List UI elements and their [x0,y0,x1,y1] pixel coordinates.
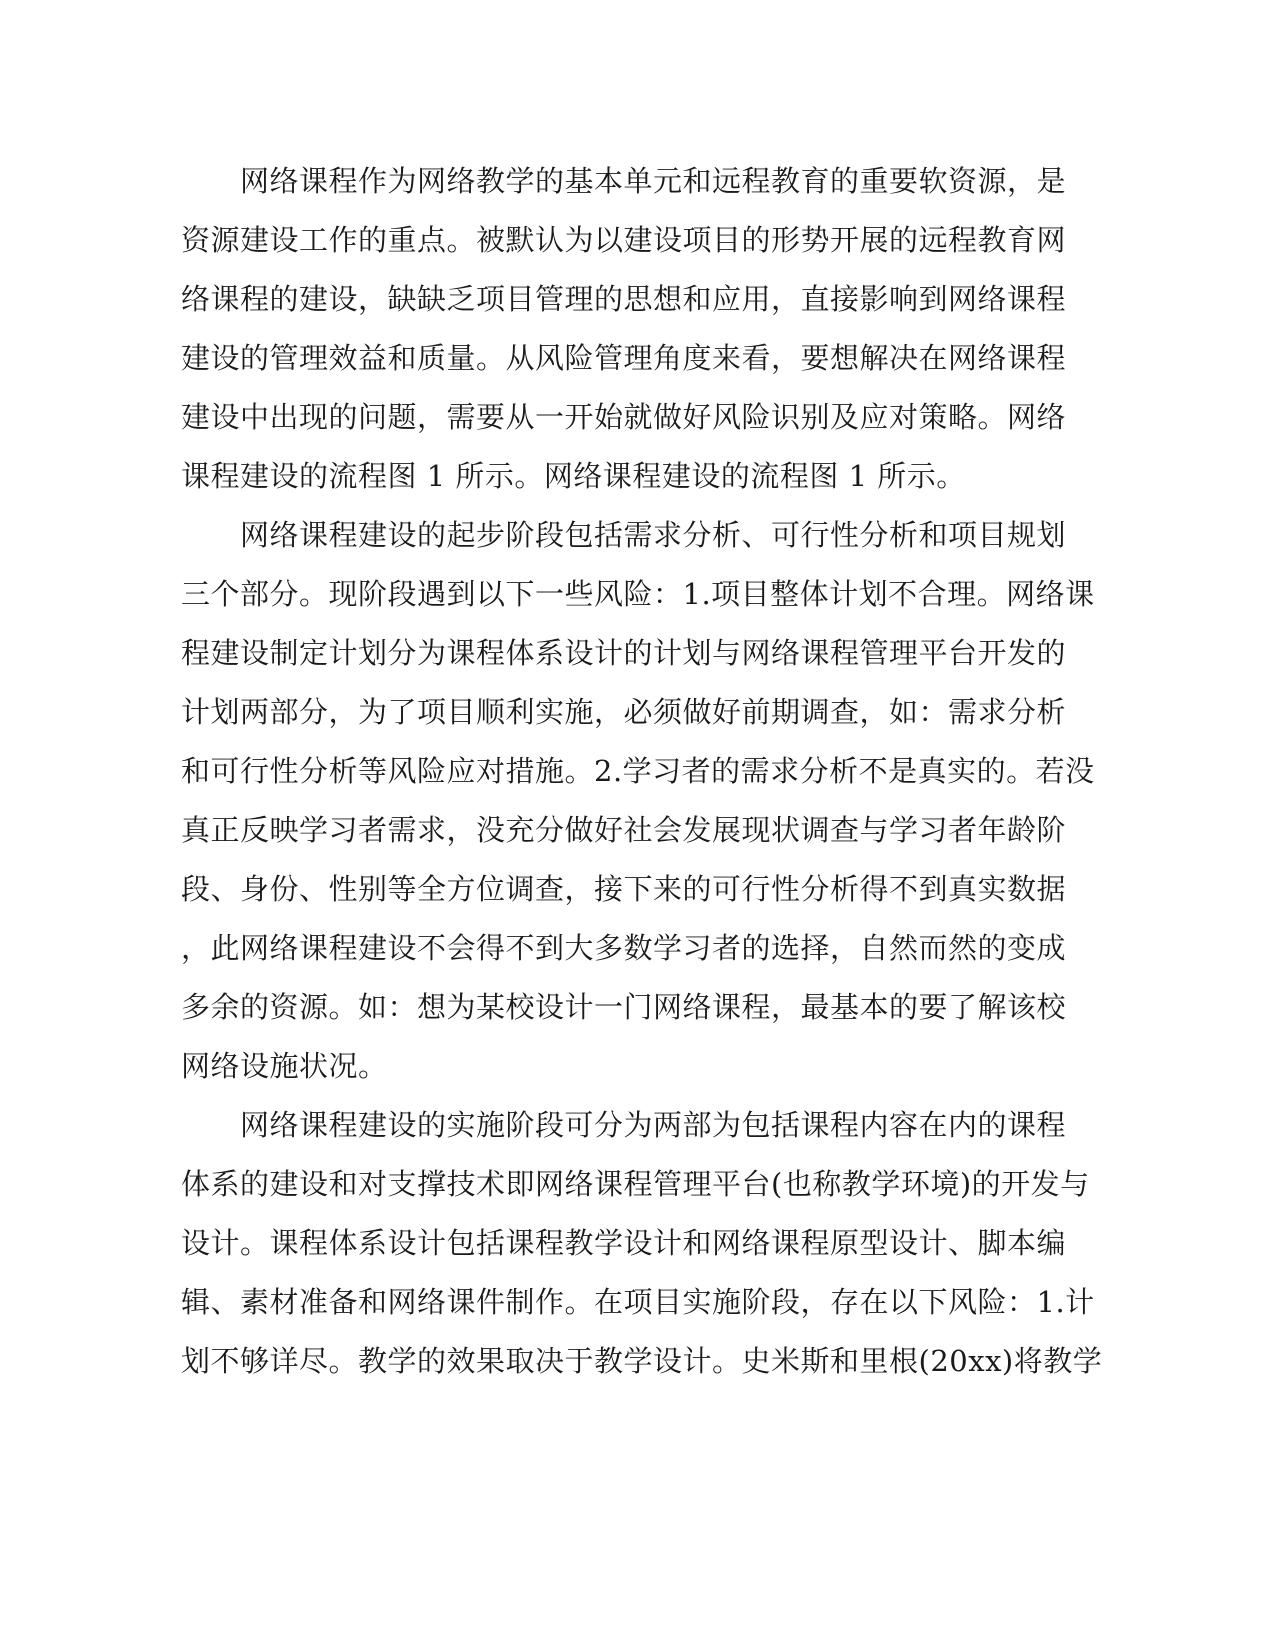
paragraph-line: 辑、素材准备和网络课件制作。在项目实施阶段，存在以下风险：1.计 [181,1285,1095,1319]
paragraph-line: 三个部分。现阶段遇到以下一些风险：1.项目整体计划不合理。网络课 [181,577,1095,611]
document-body [181,152,1103,1391]
paragraph-2 [181,506,1095,1096]
paragraph-line: 多余的资源。如：想为某校设计一门网络课程，最基本的要了解该校 [181,990,1067,1024]
paragraph-line: 建设中出现的问题，需要从一开始就做好风险识别及应对策略。网络 [181,400,1067,434]
paragraph-line: 网络课程建设的实施阶段可分为两部为包括课程内容在内的课程 [181,1108,1067,1142]
paragraph-line: 和可行性分析等风险应对措施。2.学习者的需求分析不是真实的。若没 [181,754,1095,788]
paragraph-line: 计划两部分，为了项目顺利实施，必须做好前期调查，如：需求分析 [181,695,1067,729]
paragraph-1 [181,152,1067,506]
paragraph-line: 络课程的建设，缺缺乏项目管理的思想和应用，直接影响到网络课程 [181,282,1067,316]
paragraph-line: 体系的建设和对支撑技术即网络课程管理平台(也称教学环境)的开发与 [181,1167,1090,1201]
paragraph-line: 划不够详尽。教学的效果取决于教学设计。史米斯和里根(20xx)将教学 [181,1344,1103,1378]
paragraph-line: 网络课程作为网络教学的基本单元和远程教育的重要软资源，是 [181,164,1067,198]
paragraph-line: 建设的管理效益和质量。从风险管理角度来看，要想解决在网络课程 [181,341,1067,375]
paragraph-line: 段、身份、性别等全方位调查，接下来的可行性分析得不到真实数据 [181,872,1067,906]
paragraph-line: 网络设施状况。 [181,1049,388,1083]
paragraph-3 [181,1096,1103,1391]
paragraph-line: 网络课程建设的起步阶段包括需求分析、可行性分析和项目规划 [181,518,1067,552]
paragraph-line: ，此网络课程建设不会得不到大多数学习者的选择，自然而然的变成 [181,931,1067,965]
paragraph-line: 程建设制定计划分为课程体系设计的计划与网络课程管理平台开发的 [181,636,1067,670]
paragraph-line: 真正反映学习者需求，没充分做好社会发展现状调查与学习者年龄阶 [181,813,1067,847]
paragraph-line: 资源建设工作的重点。被默认为以建设项目的形势开展的远程教育网 [181,223,1067,257]
paragraph-line: 设计。课程体系设计包括课程教学设计和网络课程原型设计、脚本编 [181,1226,1067,1260]
paragraph-line: 课程建设的流程图 1 所示。网络课程建设的流程图 1 所示。 [181,459,966,493]
